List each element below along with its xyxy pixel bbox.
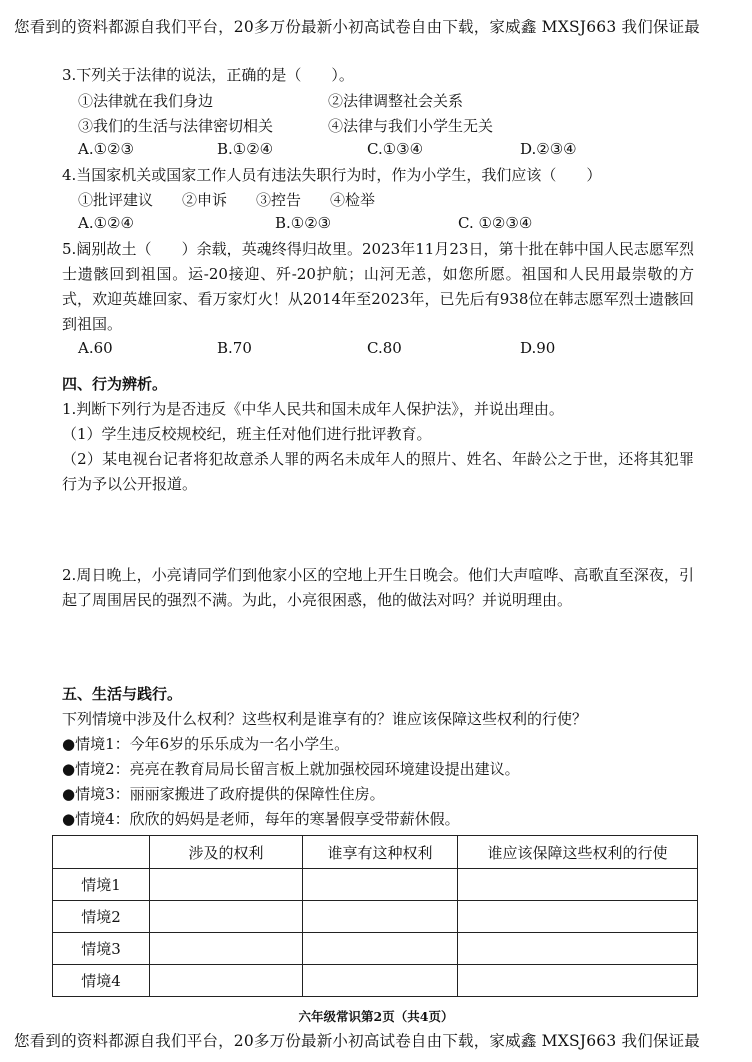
q3-option-d: D.②③④ <box>520 140 577 158</box>
answer-cell[interactable] <box>458 965 698 997</box>
answer-cell[interactable] <box>150 869 303 901</box>
q4-statement-4: ④检举 <box>330 191 376 209</box>
table-header-rights: 涉及的权利 <box>150 836 303 869</box>
answer-cell[interactable] <box>303 901 458 933</box>
q4-statement-2: ②申诉 <box>182 191 228 209</box>
section5-intro: 下列情境中涉及什么权利？这些权利是谁享有的？谁应该保障这些权利的行使？ <box>62 710 588 728</box>
answer-cell[interactable] <box>150 933 303 965</box>
section4-q1-part1: （1）学生违反校规校纪，班主任对他们进行批评教育。 <box>62 425 432 443</box>
q3-option-c: C.①③④ <box>367 140 424 158</box>
scenario-3: ●情境3：丽丽家搬进了政府提供的保障性住房。 <box>62 785 385 803</box>
q3-option-a: A.①②③ <box>78 140 134 158</box>
answer-cell[interactable] <box>150 965 303 997</box>
table-row-label: 情境2 <box>53 901 150 933</box>
answer-cell[interactable] <box>458 869 698 901</box>
table-header-blank <box>53 836 150 869</box>
section5-heading: 五、生活与践行。 <box>62 685 183 703</box>
section4-q2: 2.周日晚上，小亮请同学们到他家小区的空地上开生日晚会。他们大声喧哗、高歌直至深夜，引起了周围居民的强烈不满。为此，小亮很困惑，他的做法对吗？并说明理由。 <box>62 566 694 609</box>
q5-option-c: C.80 <box>367 339 402 357</box>
answer-cell[interactable] <box>458 933 698 965</box>
q4-statement-1: ①批评建议 <box>78 191 154 209</box>
table-row-label: 情境4 <box>53 965 150 997</box>
section4-heading: 四、行为辨析。 <box>62 375 168 393</box>
q4-option-b: B.①②③ <box>275 214 332 232</box>
table-row <box>53 965 698 997</box>
q3-statement-1: ①法律就在我们身边 <box>78 92 214 110</box>
table-header-row <box>53 836 698 869</box>
top-banner: 您看到的资料都源自我们平台，20多万份最新小初高试卷自由下载，家威鑫 MXSJ663 我们保证最 <box>14 18 701 36</box>
table-row <box>53 901 698 933</box>
q3-statement-2: ②法律调整社会关系 <box>328 92 464 110</box>
section4-q1-part2: （2）某电视台记者将犯故意杀人罪的两名未成年人的照片、姓名、年龄公之于世，还将其犯罪行为予以公开报道。 <box>62 450 694 493</box>
q4-option-a: A.①②④ <box>78 214 134 232</box>
q3-statement-3: ③我们的生活与法律密切相关 <box>78 117 274 135</box>
q4-option-c: C. ①②③④ <box>458 214 533 232</box>
q5-stem: 5.阔别故土（ ）余载，英魂终得归故里。2023年11月23日，第十批在韩中国人民志愿军烈士遗骸回到祖国。运-20接迎、歼-20护航；山河无恙，如您所愿。祖国和人民用最崇敬的方式，欢迎英雄回家、看万家灯火！从2014年至2023年，已先后有938位在韩志愿军烈士遗骸回到祖国。 <box>62 240 694 333</box>
scenario-1: ●情境1：今年6岁的乐乐成为一名小学生。 <box>62 735 350 753</box>
q5-option-d: D.90 <box>520 339 556 357</box>
q4-stem: 4.当国家机关或国家工作人员有违法失职行为时，作为小学生，我们应该（ ） <box>62 166 602 184</box>
table-row <box>53 933 698 965</box>
q4-statement-3: ③控告 <box>256 191 302 209</box>
q3-option-b: B.①②④ <box>217 140 274 158</box>
q3-statement-4: ④法律与我们小学生无关 <box>328 117 494 135</box>
q5-option-a: A.60 <box>78 339 113 357</box>
table-row <box>53 869 698 901</box>
table-header-guarantor: 谁应该保障这些权利的行使 <box>458 836 698 869</box>
answer-cell[interactable] <box>303 965 458 997</box>
answer-cell[interactable] <box>458 901 698 933</box>
table-row-label: 情境1 <box>53 869 150 901</box>
section4-q1: 1.判断下列行为是否违反《中华人民共和国未成年人保护法》，并说出理由。 <box>62 400 564 418</box>
scenario-4: ●情境4：欣欣的妈妈是老师，每年的寒暑假享受带薪休假。 <box>62 810 460 828</box>
table-header-holder: 谁享有这种权利 <box>303 836 458 869</box>
answer-cell[interactable] <box>303 933 458 965</box>
q5-option-b: B.70 <box>217 339 252 357</box>
bottom-banner: 您看到的资料都源自我们平台，20多万份最新小初高试卷自由下载，家威鑫 MXSJ663 我们保证最 <box>14 1032 701 1050</box>
answer-cell[interactable] <box>150 901 303 933</box>
rights-table <box>52 835 698 997</box>
table-row-label: 情境3 <box>53 933 150 965</box>
q3-stem: 3.下列关于法律的说法，正确的是（ ）。 <box>62 66 354 84</box>
answer-cell[interactable] <box>303 869 458 901</box>
page-footer: 六年级常识第2页（共4页） <box>298 1009 454 1024</box>
scenario-2: ●情境2：亮亮在教育局局长留言板上就加强校园环境建设提出建议。 <box>62 760 520 778</box>
